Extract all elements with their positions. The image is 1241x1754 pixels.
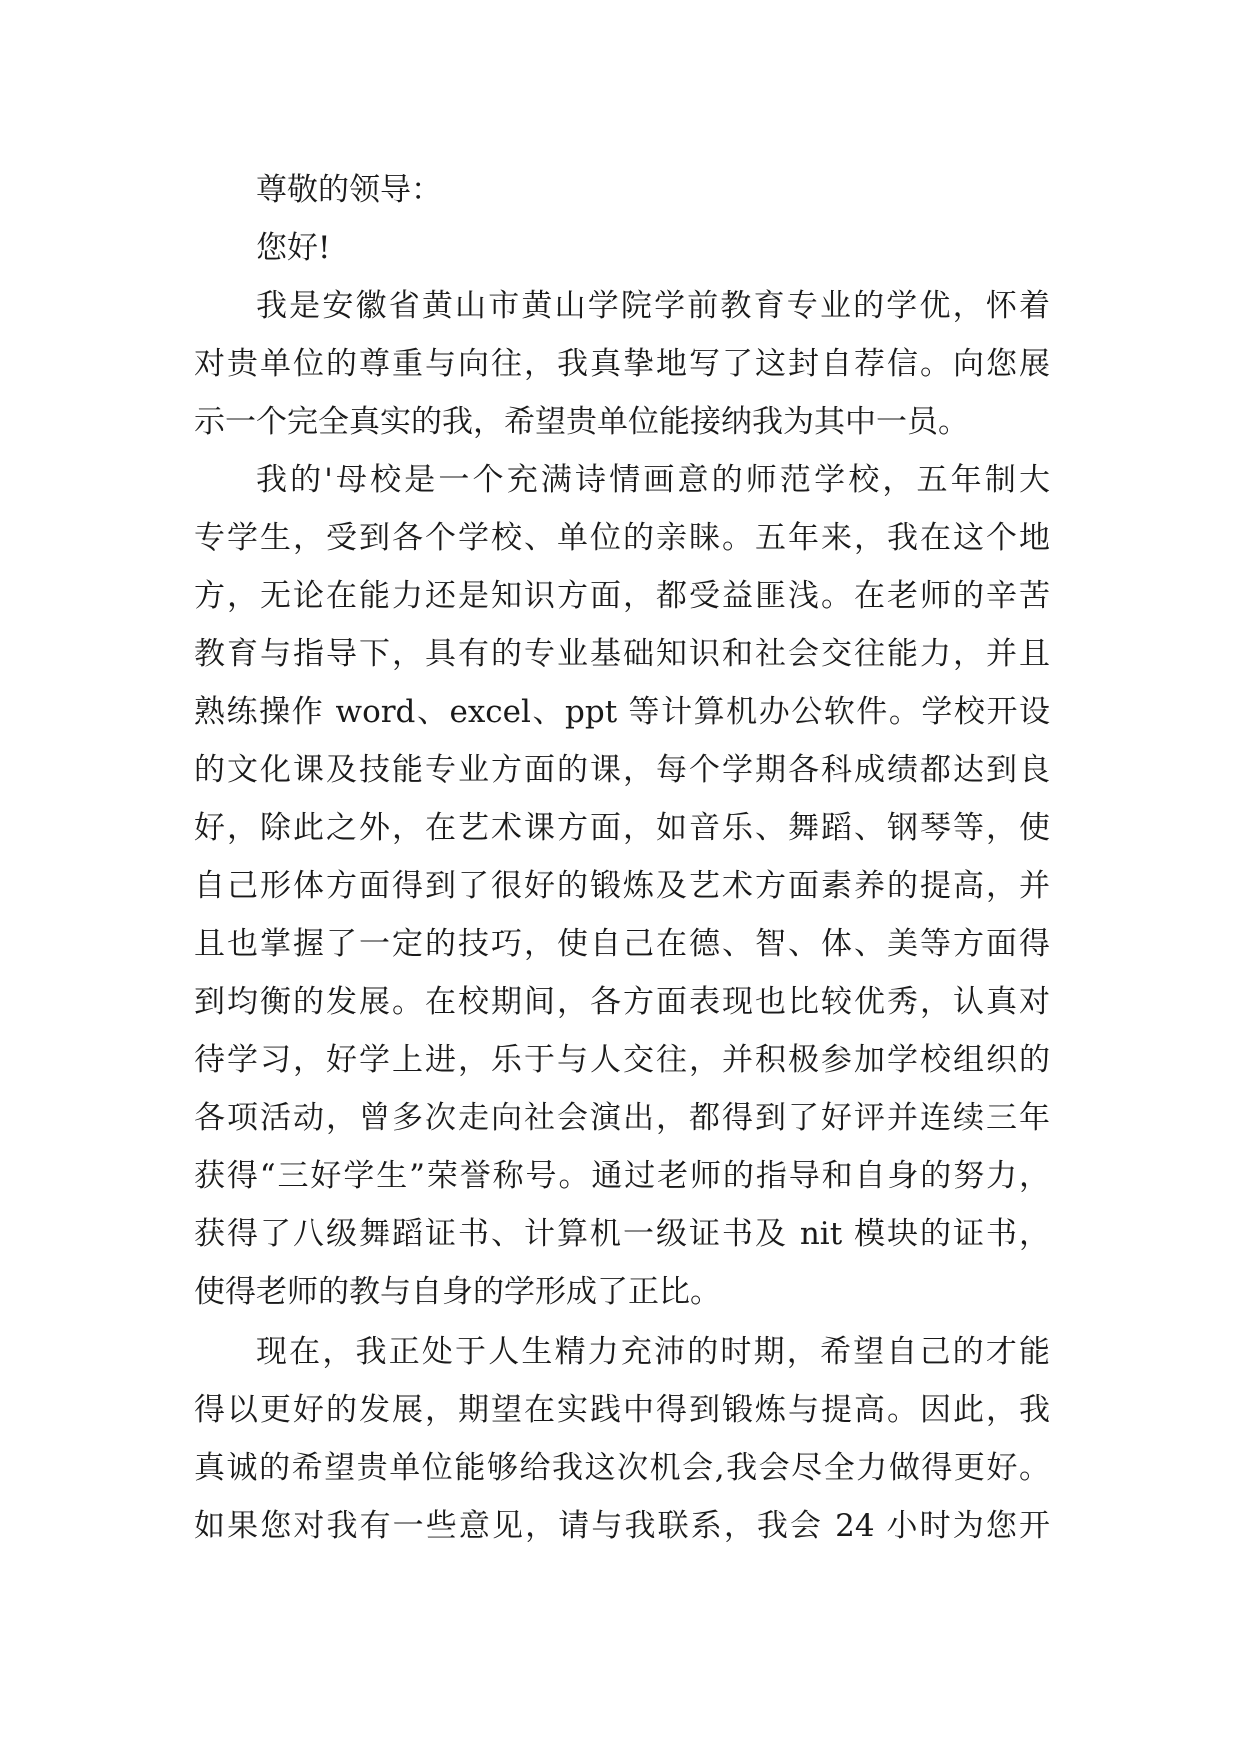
paragraph-3-line: 得以更好的发展，期望在实践中得到锻炼与提高。因此，我 (194, 1392, 1050, 1428)
paragraph-2-line: 到均衡的发展。在校期间，各方面表现也比较优秀，认真对 (194, 984, 1050, 1020)
paragraph-1-line: 对贵单位的尊重与向往，我真挚地写了这封自荐信。向您展 (194, 346, 1050, 382)
paragraph-1-line: 示一个完全真实的我，希望贵单位能接纳我为其中一员。 (194, 404, 969, 440)
paragraph-2-line: 获得了八级舞蹈证书、计算机一级证书及 nit 模块的证书， (194, 1216, 1050, 1252)
paragraph-2-line: 专学生，受到各个学校、单位的亲睐。五年来，我在这个地 (194, 520, 1050, 556)
paragraph-2-line: 自己形体方面得到了很好的锻炼及艺术方面素养的提高，并 (194, 868, 1050, 904)
paragraph-2-line: 好，除此之外，在艺术课方面，如音乐、舞蹈、钢琴等，使 (194, 810, 1050, 846)
paragraph-2-line: 且也掌握了一定的技巧，使自己在德、智、体、美等方面得 (194, 926, 1050, 962)
paragraph-2-line: 的文化课及技能专业方面的课，每个学期各科成绩都达到良 (194, 752, 1050, 788)
paragraph-3-line: 真诚的希望贵单位能够给我这次机会,我会尽全力做得更好。 (194, 1450, 1050, 1486)
paragraph-2-line: 待学习，好学上进，乐于与人交往，并积极参加学校组织的 (194, 1042, 1050, 1078)
paragraph-1-line: 我是安徽省黄山市黄山学院学前教育专业的学优，怀着 (256, 288, 1050, 324)
paragraph-2-line: 我的'母校是一个充满诗情画意的师范学校，五年制大 (256, 462, 1050, 498)
salutation: 尊敬的领导： (256, 172, 442, 208)
greeting: 您好! (256, 230, 331, 266)
paragraph-2-line: 方，无论在能力还是知识方面，都受益匪浅。在老师的辛苦 (194, 578, 1050, 614)
paragraph-3-line: 现在，我正处于人生精力充沛的时期，希望自己的才能 (256, 1334, 1050, 1370)
paragraph-2-line: 熟练操作 word、excel、ppt 等计算机办公软件。学校开设 (194, 694, 1050, 730)
paragraph-2-line: 获得“三好学生”荣誉称号。通过老师的指导和自身的努力， (194, 1158, 1050, 1194)
paragraph-2-line: 使得老师的教与自身的学形成了正比。 (194, 1274, 721, 1310)
paragraph-2-line: 各项活动，曾多次走向社会演出，都得到了好评并连续三年 (194, 1100, 1050, 1136)
paragraph-2-line: 教育与指导下，具有的专业基础知识和社会交往能力，并且 (194, 636, 1050, 672)
paragraph-3-line: 如果您对我有一些意见，请与我联系，我会 24 小时为您开 (194, 1508, 1050, 1544)
